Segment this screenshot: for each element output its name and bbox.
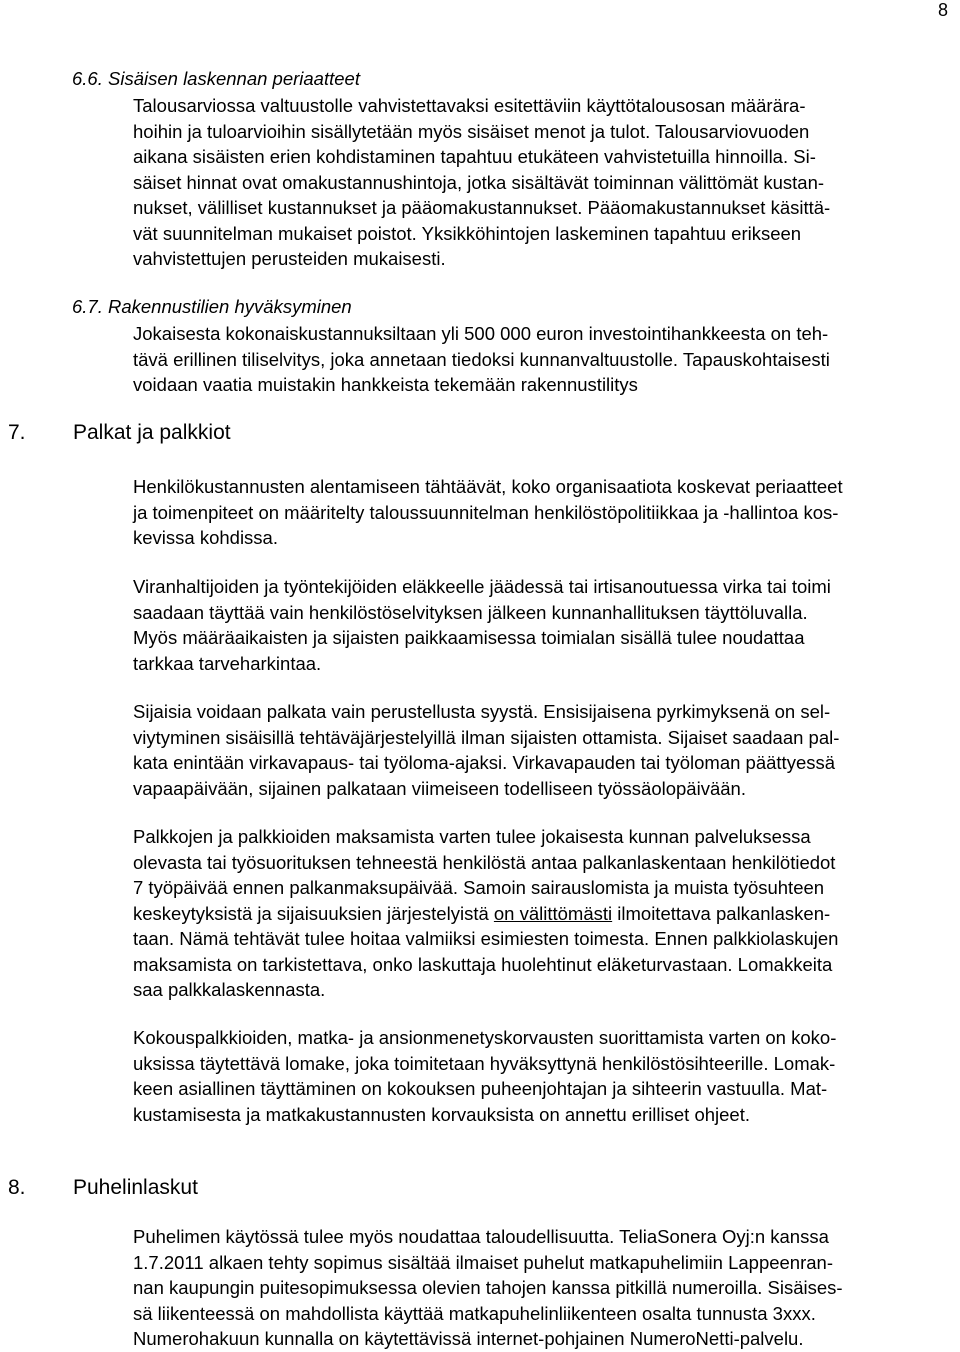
chapter-7-paragraph-2 — [133, 574, 955, 676]
chapter-7-paragraph-3 — [133, 699, 955, 801]
text-line: keen asiallinen täyttäminen on kokouksen puheenjohtajan ja sihteerin vastuulla. Mat- — [133, 1078, 828, 1099]
text-line: Kokouspalkkioiden, matka- ja ansionmenetyskorvausten suorittamista varten on koko- — [133, 1027, 837, 1048]
text-line: Numerohakuun kunnalla on käytettävissä internet-pohjainen NumeroNetti-palvelu. — [133, 1328, 804, 1349]
text-line: viytyminen sisäisillä tehtäväjärjestelyillä ilman sijaisten ottamista. Sijaiset saadaan pal- — [133, 726, 840, 748]
chapter-title: Puhelinlaskut — [73, 1176, 198, 1199]
text-line: säiset hinnat ovat omakustannushintoja, jotka sisältävät toiminnan välittömät kustan- — [133, 171, 825, 193]
text-run: ilmoitettava palkanlasken- — [612, 902, 831, 924]
text-line: hoihin ja tuloarvioihin sisällytetään myös sisäiset menot ja tulot. Talousarviovuoden — [133, 120, 810, 142]
text-line: Sijaisia voidaan palkata vain perustellusta syystä. Ensisijaisena pyrkimyksenä on sel- — [133, 701, 831, 722]
text-line: vahvistettujen perusteiden mukaisesti. — [133, 248, 446, 269]
text-line: Puhelimen käytössä tulee myös noudattaa taloudellisuutta. TeliaSonera Oyj:n kanssa — [133, 1226, 829, 1247]
chapter-7-paragraph-1 — [133, 474, 955, 551]
underlined-phrase: on välittömästi — [493, 902, 613, 924]
text-line: olevasta tai työsuorituksen tehneestä henkilöstä antaa palkanlaskentaan henkilötiedot — [133, 851, 836, 873]
text-line: maksamista on tarkistettava, onko laskuttaja huolehtinut eläketurvastaan. Lomakkeita — [133, 953, 833, 975]
text-line: 7 työpäivää ennen palkanmaksupäivää. Samoin sairauslomista ja muista työsuhteen — [133, 877, 825, 898]
text-line: vapaapäivään, sijainen palkataan viimeiseen todelliseen työssäolopäivään. — [133, 777, 746, 799]
text-line: kevissa kohdissa. — [133, 527, 278, 548]
text-line: ja toimenpiteet on määritelty taloussuunnitelman henkilöstöpolitiikkaa ja -hallintoa kos- — [133, 501, 839, 523]
text-line: kustamisesta ja matkakustannusten korvauksista on annettu erilliset ohjeet. — [133, 1103, 750, 1125]
text-line: aikana sisäisten erien kohdistaminen tapahtuu etukäteen vahvistetuilla hinnoilla. Si- — [133, 146, 816, 167]
text-line: Jokaisesta kokonaiskustannuksiltaan yli 500 000 euron investointihankkeesta on teh- — [133, 323, 829, 344]
chapter-7-paragraph-5 — [133, 1025, 955, 1127]
text-line: nan kaupungin puitesopimuksessa olevien tahojen kanssa pitkillä numeroilla. Sisäises- — [133, 1277, 843, 1298]
text-line — [133, 901, 955, 927]
page-number: 8 — [937, 0, 948, 20]
text-line: tarkkaa tarveharkintaa. — [133, 652, 322, 674]
section-heading-6-7: 6.7. Rakennustilien hyväksyminen — [72, 296, 352, 317]
section-heading-6-6: 6.6. Sisäisen laskennan periaatteet — [72, 68, 360, 89]
text-line: uksissa täytettävä lomake, joka toimitetaan hyväksyttynä henkilöstösihteerille. Lomak- — [133, 1052, 836, 1074]
text-line: sä liikenteessä on mahdollista käyttää matkapuhelinliikenteen osalta tunnusta 3xxx. — [133, 1302, 816, 1324]
text-line: Talousarviossa valtuustolle vahvistettavaksi esitettäviin käyttötalousosan määrära- — [133, 95, 806, 116]
section-6-7-text — [133, 321, 955, 398]
text-line: Myös määräaikaisten ja sijaisten paikkaamisessa toimialan sisällä tulee noudattaa — [133, 627, 805, 648]
text-run: keskeytyksistä ja sijaisuuksien järjestelyistä — [133, 902, 494, 924]
chapter-number: 7. — [8, 421, 26, 444]
chapter-8-text — [133, 1224, 955, 1352]
text-line: saa palkkalaskennasta. — [133, 979, 326, 1000]
text-line: saadaan täyttää vain henkilöstöselvityksen jälkeen kunnanhallituksen täyttöluvalla. — [133, 601, 808, 623]
text-line: taan. Nämä tehtävät tulee hoitaa valmiiksi esimiesten toimesta. Ennen palkkiolaskujen — [133, 928, 839, 949]
chapter-number: 8. — [8, 1176, 26, 1199]
chapter-title: Palkat ja palkkiot — [73, 421, 231, 444]
section-6-6-text — [133, 93, 955, 272]
text-line: Henkilökustannusten alentamiseen tähtäävät, koko organisaatiota koskevat periaatteet — [133, 476, 843, 497]
text-line: tävä erillinen tiliselvitys, joka annetaan tiedoksi kunnanvaltuustolle. Tapauskohtaisesti — [133, 348, 830, 370]
text-line: vät suunnitelman mukaiset poistot. Yksikköhintojen laskeminen tapahtuu erikseen — [133, 222, 802, 244]
text-line: Palkkojen ja palkkioiden maksamista varten tulee jokaisesta kunnan palveluksessa — [133, 826, 811, 847]
chapter-7-paragraph-4 — [133, 824, 955, 1003]
text-line: 1.7.2011 alkaen tehty sopimus sisältää ilmaiset puhelut matkapuhelimiin Lappeenran- — [133, 1251, 833, 1273]
text-line: nukset, välilliset kustannukset ja pääomakustannukset. Pääomakustannukset käsittä- — [133, 197, 831, 218]
text-line: Viranhaltijoiden ja työntekijöiden eläkkeelle jäädessä tai irtisanoutuessa virka tai toimi — [133, 576, 831, 597]
text-line: voidaan vaatia muistakin hankkeista tekemään rakennustilitys — [133, 374, 638, 395]
text-line: kata enintään virkavapaus- tai työloma-ajaksi. Virkavapauden tai työloman päättyessä — [133, 752, 836, 773]
